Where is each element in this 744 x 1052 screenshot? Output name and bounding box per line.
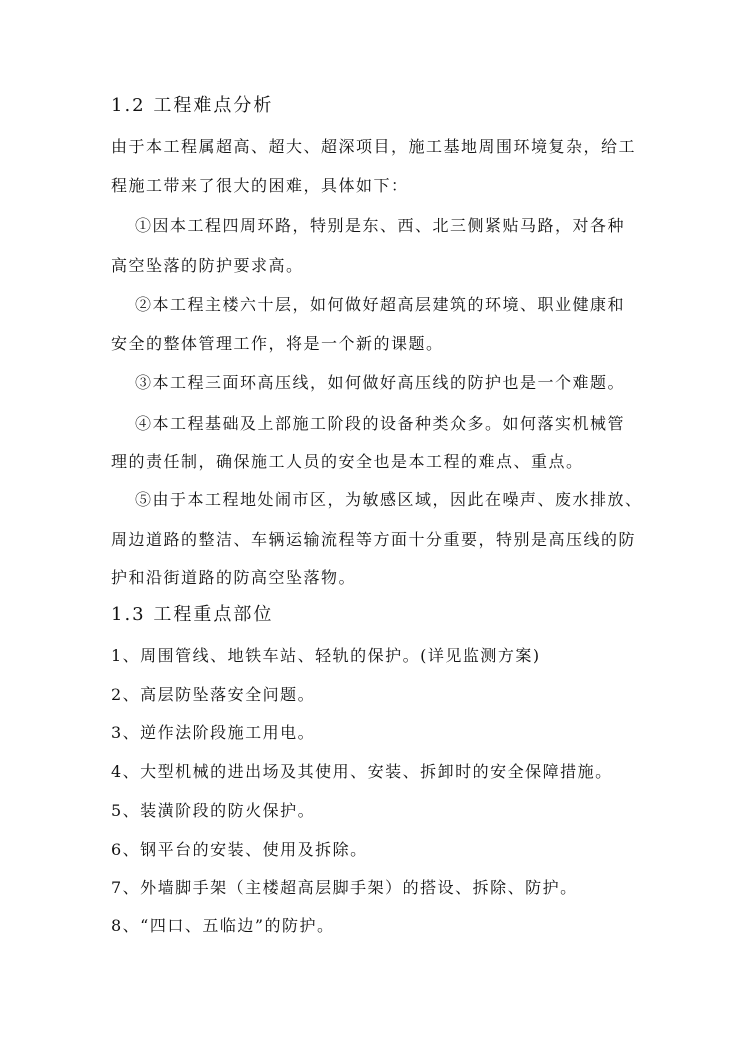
intro-line-2: 程施工带来了很大的困难，具体如下：	[111, 176, 409, 195]
difficulty-item-5-line-1: ⑤由于本工程地处闹市区，为敏感区域，因此在噪声、废水排放、	[135, 490, 643, 509]
intro-line-1: 由于本工程属超高、超大、超深项目，施工基地周围环境复杂，给工	[111, 137, 637, 156]
key-part-item-4: 4、大型机械的进出场及其使用、安装、拆卸时的安全保障措施。	[111, 762, 613, 781]
difficulty-item-2-line-1: ②本工程主楼六十层，如何做好超高层建筑的环境、职业健康和	[135, 295, 626, 314]
key-part-item-5: 5、装潢阶段的防火保护。	[111, 801, 316, 820]
difficulty-item-5-line-2: 周边道路的整洁、车辆运输流程等方面十分重要，特别是高压线的防	[111, 530, 637, 549]
difficulty-item-3-line-1: ③本工程三面环高压线，如何做好高压线的防护也是一个难题。	[135, 373, 626, 392]
difficulty-item-2-line-2: 安全的整体管理工作，将是一个新的课题。	[111, 334, 444, 353]
difficulty-item-4-line-1: ④本工程基础及上部施工阶段的设备种类众多。如何落实机械管	[135, 414, 626, 433]
key-part-item-1: 1、周围管线、地铁车站、轻轨的保护。(详见监测方案)	[111, 646, 541, 665]
difficulty-item-5-line-3: 护和沿街道路的防高空坠落物。	[111, 568, 357, 587]
key-part-item-7: 7、外墙脚手架（主楼超高层脚手架）的搭设、拆除、防护。	[111, 878, 578, 897]
key-part-item-8: 8、“四口、五临边”的防护。	[111, 916, 335, 935]
difficulty-item-1-line-2: 高空坠落的防护要求高。	[111, 256, 304, 275]
key-part-item-2: 2、高层防坠落安全问题。	[111, 685, 316, 704]
section-heading-1-2: 1.2 工程难点分析	[111, 95, 274, 116]
section-heading-1-3: 1.3 工程重点部位	[111, 604, 274, 625]
key-part-item-6: 6、钢平台的安装、使用及拆除。	[111, 840, 368, 859]
difficulty-item-1-line-1: ①因本工程四周环路，特别是东、西、北三侧紧贴马路，对各种	[135, 216, 626, 235]
difficulty-item-4-line-2: 理的责任制，确保施工人员的安全也是本工程的难点、重点。	[111, 452, 584, 471]
key-part-item-3: 3、逆作法阶段施工用电。	[111, 723, 316, 742]
